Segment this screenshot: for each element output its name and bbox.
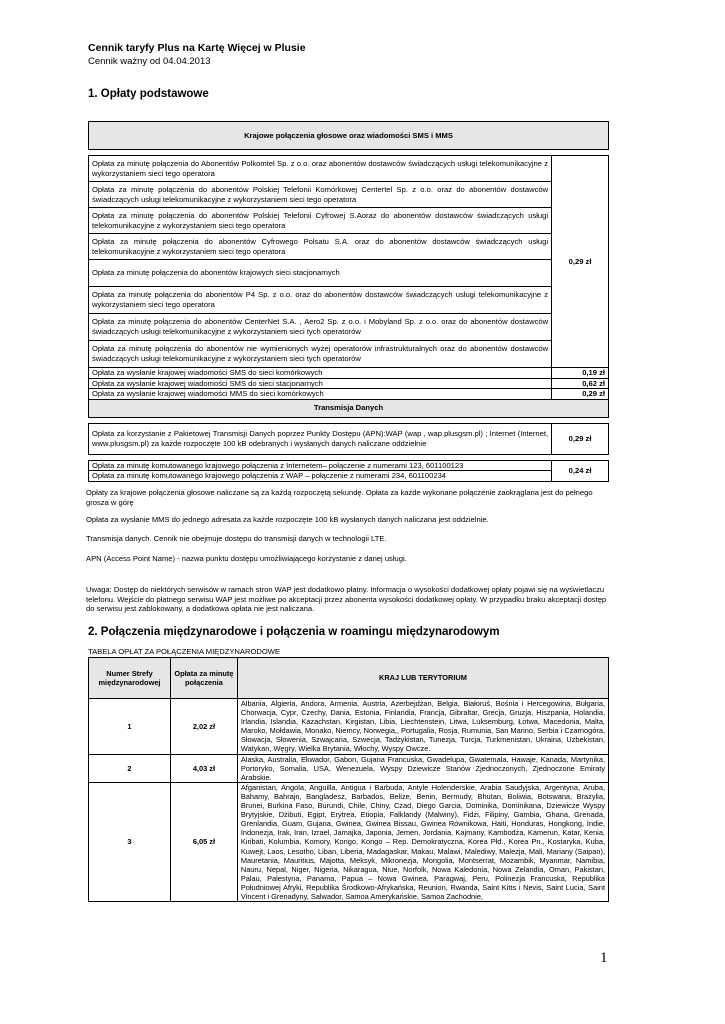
switched-internet-label: Opłata za minutę komutowanego krajowego połączenia z Internetem– połączenie z numerami 123, 601100123	[89, 460, 552, 471]
column-header-price: Opłata za minutę połączenia	[170, 658, 237, 699]
zone-countries: Albania, Algieria, Andora, Armenia, Austria, Azerbejdżan, Belgia, Białoruś, Bośnia i Hercegowina, Bułgaria, Chorwacja, Cypr, Czechy, Dania, Estonia, Finlandia, Francja, Gibraltar, Grecja, Gruzja, Hiszpania, Holandia, Irlandia, Islandia, Kazachstan, Kirgistan, Libia, Liechtenstein, Litwa, Luksemburg, Łotwa, Macedonia, Malta, Maroko, Mołdawia, Monako, Niemcy, Norwegia,, Portugalia, Rosja, Rumunia, San Marino, Serbia i Czarnogóra, Słowacja, Słowenia, Szwajcaria, Szwecja, Tadżykistan, Tunezja, Turcja, Turkmenistan, Ukraina, Uzbekistan, Watykan, Węgry, Wielka Brytania, Włochy, Wyspy Owcze.	[237, 699, 608, 755]
document-subtitle: Cennik ważny od 04.04.2013	[88, 56, 211, 67]
zone-price: 6,05 zł	[170, 782, 237, 901]
table-row	[89, 699, 609, 755]
table-header-row	[89, 658, 609, 699]
table-row	[89, 782, 609, 901]
column-header-zone: Numer Strefy międzynarodowej	[89, 658, 171, 699]
document-title: Cennik taryfy Plus na Kartę Więcej w Plusie	[88, 42, 306, 54]
voice-fee-label: Opłata za minutę połączenia do abonentów nie wymienionych wyżej operatorów infrastrukturalnych oraz do abonentów dostawców świadczących usługi telekomunikacyjne z wykorzystaniem sieci tych operatorów	[89, 341, 552, 368]
column-header-country: KRAJ LUB TERYTORIUM	[237, 658, 608, 699]
data-transfer-label: Opłata za korzystanie z Pakietowej Transmisji Danych poprzez Punkty Dostępu (APN):WAP (wap , wap.plusgsm.pl) ; Internet (Internet, www.plusgsm.pl) za każde rozpoczęte 100 kB odebranych i wysłanych danych naliczane oddzielnie	[89, 423, 552, 454]
data-transfer-header: Transmisja Danych	[89, 399, 609, 417]
table-row	[89, 287, 609, 314]
data-transfer-price: 0,29 zł	[552, 423, 609, 454]
switched-wap-label: Opłata za minutę komutowanego krajowego połączenia z WAP – połączenie z numerami 234, 601100234	[89, 471, 552, 482]
table-row	[89, 260, 609, 287]
table-row	[89, 156, 609, 182]
table-row	[89, 389, 609, 400]
table-row	[89, 208, 609, 234]
zone-price: 2,02 zł	[170, 699, 237, 755]
voice-fee-label: Opłata za minutę połączenia do abonentów Polskiej Telefonii Komórkowej Centertel Sp. z o.o. oraz do abonentów dostawców świadczących usługi telekomunikacyjne z wykorzystaniem sieci tego operatora	[89, 182, 552, 208]
sms-fee-price: 0,19 zł	[552, 368, 609, 379]
table-row	[89, 754, 609, 782]
table-row	[89, 460, 609, 471]
note-apn: APN (Access Point Name) - nazwa punktu dostępu umożliwiającego korzystanie z danej usługi.	[86, 554, 407, 563]
table-header-row	[89, 399, 609, 417]
table-header-row	[89, 122, 609, 150]
table-row	[89, 471, 609, 482]
switched-price: 0,24 zł	[552, 460, 609, 481]
voice-fee-label: Opłata za minutę połączenia do abonentów krajowych sieci stacjonarnych	[89, 260, 552, 287]
table-row	[89, 423, 609, 454]
sms-fee-label: Opłata za wysłanie krajowej wiadomości SMS do sieci komórkowych	[89, 368, 552, 379]
table-row	[89, 368, 609, 379]
zone-number: 1	[89, 699, 171, 755]
voice-fee-label: Opłata za minutę połączenia do Abonentów Polkomtel Sp. z o.o. oraz abonentów dostawców świadczących usługi telekomunikacyjne z wykorzystaniem sieci tego operatora	[89, 156, 552, 182]
zone-countries: Afganistan, Angola, Anguilla, Antigua i Barbuda, Antyle Holenderskie, Arabia Saudyjska, Argentyna, Aruba, Bahamy, Bahrajn, Bangladesz, Barbados, Belize, Benin, Bermudy, Bhutan, Boliwia, Botswana, Brazylia, Brunei, Burkina Faso, Burundi, Chile, Chiny, Czad, Diego Garcia, Dominika, Dominikana, Dziewicze Wyspy Brytyjskie, Dżibuti, Egipt, Erytrea, Etiopia, Falklandy (Malwiny), Fidżi, Filipiny, Gambia, Ghana, Grenada, Grenlandia, Guam, Gujana, Gwinea, Gwinea Bissau, Gwinea Równikowa, Haiti, Honduras, Hongkong, Indie, Indonezja, Irak, Iran, Izrael, Jamajka, Japonia, Jemen, Jordania, Kajmany, Kambodża, Kamerun, Katar, Kenia, Kiribati, Kolumbia, Komory, Kongo, Kongo – Rep. Demokratyczna, Korea Płd., Korea Pn., Kostaryka, Kuba, Kuwejt, Laos, Lesotho, Liban, Liberia, Madagaskar, Makau, Malawi, Malediwy, Malezja, Mali, Mariany (Saipan), Mauretania, Mauritius, Majotta, Meksyk, Mikronezja, Mongolia, Montserrat, Mozambik, Myanmar, Namibia, Nauru, Nepal, Niger, Nigeria, Nikaragua, Niue, Norfolk, Nowa Kaledonia, Nowa Zelandia, Oman, Pakistan, Palau, Palestyna, Panama, Papua – Nowa Gwinea, Paragwaj, Peru, Polinezja Francuska, Republika Południowej Afryki, Republika Środkowo-Afrykańska, Reunion, Rwanda, Saint Kitts i Nevis, Saint Lucia, Saint Vincent i Grenadyny, Salwador, Samoa Amerykańskie, Samoa Zachodnie,	[237, 782, 608, 901]
table-row	[89, 234, 609, 260]
basic-fees-table	[88, 121, 609, 482]
zone-number: 2	[89, 754, 171, 782]
voice-fee-price: 0,29 zł	[552, 156, 609, 368]
voice-fee-label: Opłata za minutę połączenia do abonentów CenterNet S.A. , Aero2 Sp. z o.o. i Mobyland Sp. z o.o. oraz do abonentów dostawców świadczących usługi telekomunikacyjne z wykorzystaniem sieci tych operatorów	[89, 314, 552, 341]
voice-fee-label: Opłata za minutę połączenia do abonentów Cyfrowego Polsatu S.A. oraz do abonentów dostawców świadczących usługi telekomunikacyjne z wykorzystaniem sieci tego operatora	[89, 234, 552, 260]
table-row	[89, 378, 609, 389]
mms-fee-label: Opłata za wysłanie krajowej wiadomości MMS do sieci komórkowych	[89, 389, 552, 400]
international-fees-table	[88, 657, 609, 902]
note-mms: Opłata za wysłanie MMS do jednego adresata za każde rozpoczęte 100 kB wysłanych danych naliczana jest oddzielnie.	[86, 515, 489, 524]
note-billing: Opłaty za krajowe połączenia głosowe naliczane są za każdą rozpoczętą sekundę. Opłata za każde wykonane połączenie zaokrąglana jest do pełnego grosza w górę	[86, 488, 593, 507]
section-heading-1: 1. Opłaty podstawowe	[88, 88, 209, 100]
table-row	[89, 341, 609, 368]
sms-landline-fee-label: Opłata za wysłanie krajowej wiadomości SMS do sieci stacjonarnych	[89, 378, 552, 389]
zone-countries: Alaska, Australia, Ekwador, Gabon, Gujana Francuska, Gwadelupa, Gwatemala, Hawaje, Kanada, Martynika, Portoryko, Somalia, USA, Wenezuela, Wyspy Dziewicze Stanów Zjednoczonych, Zjednoczone Emiraty Arabskie.	[237, 754, 608, 782]
zone-price: 4,03 zł	[170, 754, 237, 782]
table-header: Krajowe połączenia głosowe oraz wiadomości SMS i MMS	[89, 122, 609, 150]
voice-fee-label: Opłata za minutę połączenia do abonentów P4 Sp. z o.o. oraz do abonentów dostawców świadczących usługi telekomunikacyjne z wykorzystaniem sieci tego operatora	[89, 287, 552, 314]
table-row	[89, 182, 609, 208]
mms-fee-price: 0,29 zł	[552, 389, 609, 400]
sms-landline-fee-price: 0,62 zł	[552, 378, 609, 389]
table-row	[89, 314, 609, 341]
table-caption: TABELA OPŁAT ZA POŁĄCZENIA MIĘDZYNARODOWE	[88, 647, 280, 656]
note-wap-warning: Uwaga: Dostęp do niektórych serwisów w ramach stron WAP jest dodatkowo płatny. Informacja o wysokości dodatkowej opłaty pojawi się na wyświetlaczu telefonu. Wejście do płatnego serwisu WAP jest możliwe po akceptacji przez abonenta wysokości dodatkowej opłaty. W przypadku braku akceptacji dostęp do serwisu jest zablokowany, a dodatkowa opłata nie jest naliczana.	[86, 585, 607, 614]
section-heading-2: 2. Połączenia międzynarodowe i połączenia w roamingu międzynarodowym	[88, 626, 500, 638]
voice-fee-label: Opłata za minutę połączenia do abonentów Polskiej Telefonii Cyfrowej S.Aoraz do abonentów dostawców świadczących usługi telekomunikacyjne z wykorzystaniem sieci tego operatora	[89, 208, 552, 234]
zone-number: 3	[89, 782, 171, 901]
page-number: 1	[600, 950, 608, 966]
note-data: Transmisja danych. Cennik nie obejmuje dostępu do transmisji danych w technologii LTE.	[86, 534, 387, 543]
